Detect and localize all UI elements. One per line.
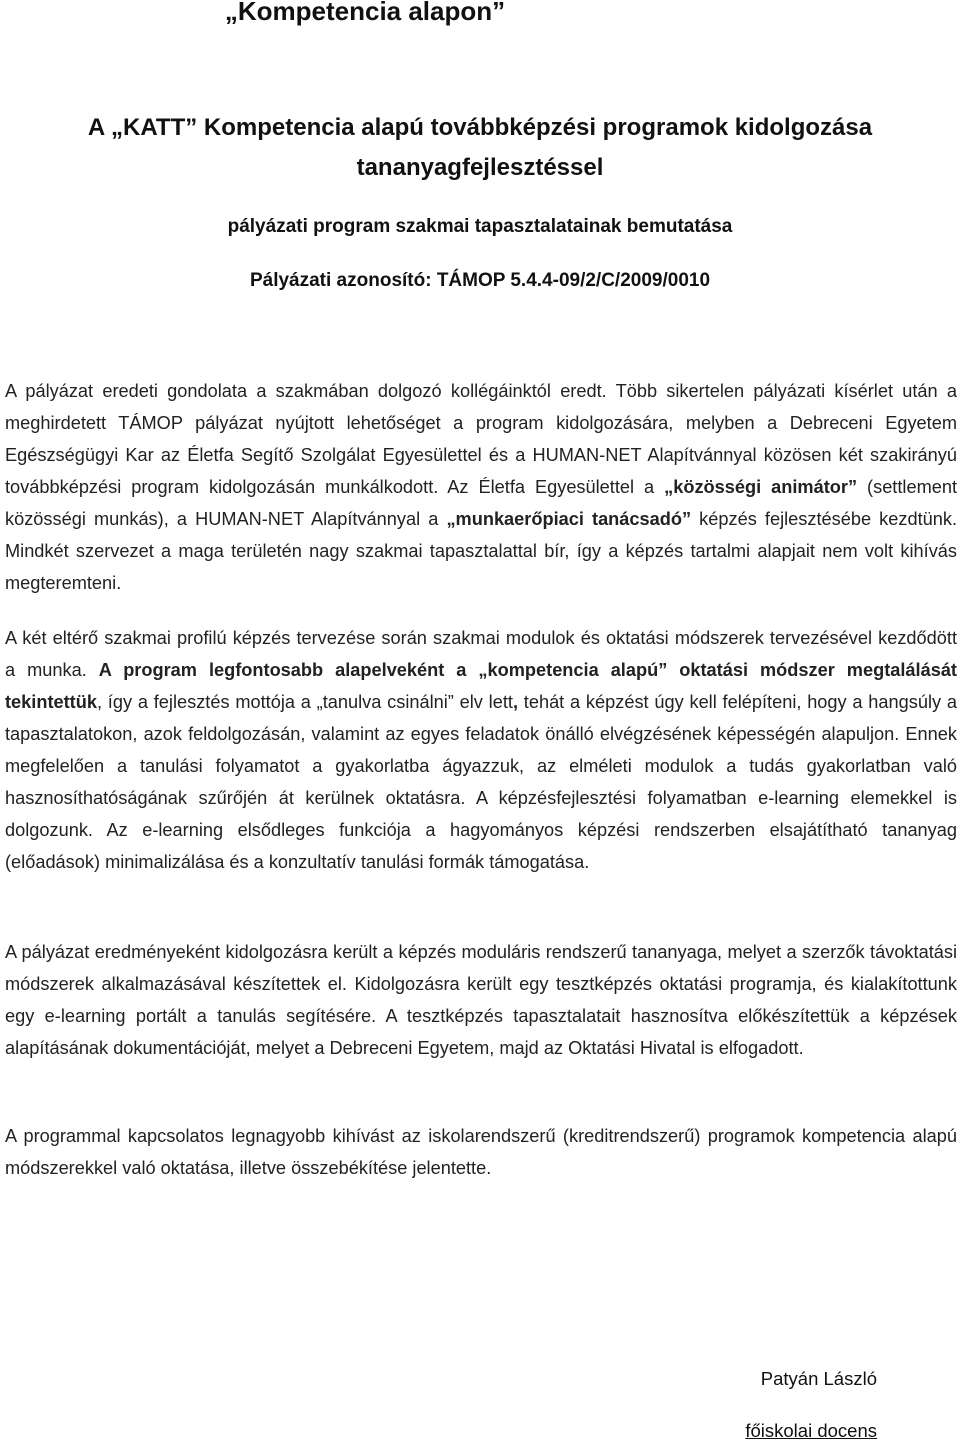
paragraph-2-text-b: , így a fejlesztés mottója a „tanulva csinálni” elv lett: [96, 692, 513, 712]
paragraph-1-text-b: (settlement közösségi munkás), a HUMAN-NET Alapítvánnyal a: [5, 477, 957, 529]
paragraph-2-bold-b: ,: [512, 692, 518, 712]
paragraph-1-text-a: A pályázat eredeti gondolata a szakmában dolgozó kollégáinktól eredt. Több sikertelen pályázati kísérlet után a meghirdetett TÁMOP pályázat nyújtott lehetőséget a program kidolgozására, melyben a Debreceni Egyetem Egészségügyi Kar az Életfa Segítő Szolgálat Egyesülettel és a HUMAN-NET Alapítvánnyal közösen két szakirányú továbbképzési program kidolgozásán munkálkodott. Az Életfa Egyesülettel a: [5, 381, 957, 497]
author-title: főiskolai docens: [745, 1420, 877, 1441]
paragraph-1: [5, 375, 957, 599]
heading-line-2: tananyagfejlesztéssel: [356, 154, 604, 181]
heading-line-1: A „KATT” Kompetencia alapú továbbképzési programok kidolgozása: [87, 114, 873, 141]
project-identifier: Pályázati azonosító: TÁMOP 5.4.4-09/2/C/2009/0010: [249, 270, 711, 291]
author-name: Patyán László: [760, 1368, 877, 1389]
paragraph-2-text-a: A két eltérő szakmai profilú képzés tervezése során szakmai modulok és oktatási módszerek tervezésével kezdődött a munka.: [5, 628, 957, 680]
document-title: „Kompetencia alapon”: [224, 0, 506, 26]
paragraph-1-text-c: képzés fejlesztésébe kezdtünk. Mindkét szervezet a maga területén nagy szakmai tapasztalattal bír, így a képzés tartalmi alapjait nem volt kihívás megteremteni.: [5, 509, 957, 593]
paragraph-1-bold-b: „munkaerőpiaci tanácsadó”: [446, 509, 692, 529]
paragraph-3: A pályázat eredményeként kidolgozásra került a képzés moduláris rendszerű tananyaga, melyet a szerzők távoktatási módszerek alkalmazásával készítettek el. Kidolgozásra került egy tesztképzés oktatási programja, és kialakítottunk egy e-learning portált a tanulás segítésére. A tesztképzés tapasztalatait hasznosítva előkészítettük a képzések alapításának dokumentációját, melyet a Debreceni Egyetem, majd az Oktatási Hivatal is elfogadott.: [5, 942, 957, 1058]
paragraph-2-text-c: tehát a képzést úgy kell felépíteni, hogy a hangsúly a tapasztalatokon, azok feldolgozásán, valamint az egyes feladatok önálló elvégzésének képességén alapuljon. Ennek megfelelően a tanulási folyamatot a gyakorlatba ágyazzuk, az elméleti modulok a tudás gyakorlatban való hasznosíthatóságának szűrőjén át kerülnek oktatásra. A képzésfejlesztési folyamatban e-learning elemekkel is dolgozunk. Az e-learning elsődleges funkciója a hagyományos képzési rendszerben elsajátítható tananyag (előadások) minimalizálása és a konzultatív tanulási formák támogatása.: [5, 692, 958, 872]
paragraph-1-bold-a: „közösségi animátor”: [664, 477, 858, 497]
paragraph-2: [5, 622, 957, 878]
subheading: pályázati program szakmai tapasztalatainak bemutatása: [227, 216, 733, 237]
paragraph-2-bold-a: A program legfontosabb alapelveként a „kompetencia alapú” oktatási módszer megtalálását tekintettük: [5, 660, 957, 712]
paragraph-4: A programmal kapcsolatos legnagyobb kihívást az iskolarendszerű (kreditrendszerű) programok kompetencia alapú módszerekkel való oktatása, illetve összebékítése jelentette.: [5, 1126, 957, 1178]
